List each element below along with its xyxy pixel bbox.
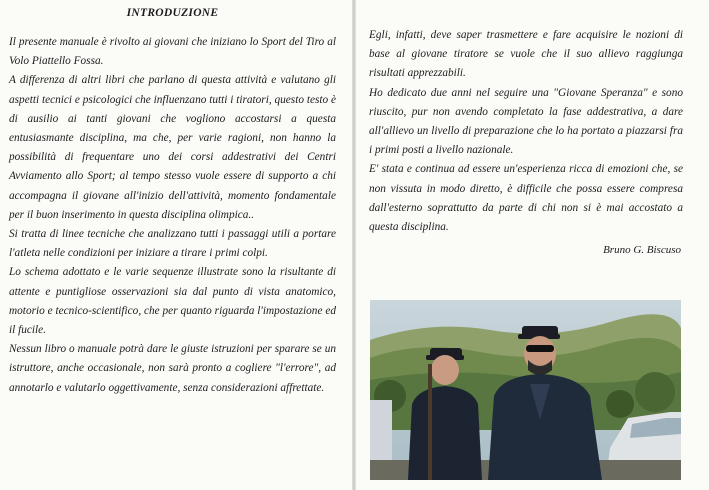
photo-two-shooters <box>370 300 681 480</box>
paragraph: Lo schema adottato e le varie sequenze illustrate sono la risultante di attente e puntigliose osservazioni sia dal punto di vista anatomico, motorio e tecnico-scientifico, che per quanto riguarda l'impostazione ed il fucile. <box>9 266 336 337</box>
paragraph: Si tratta di linee tecniche che analizzano tutti i passaggi utili a portare l'atleta nelle condizioni per iniziare a tirare i primi colpi. <box>9 228 336 260</box>
author-signature: Bruno G. Biscuso <box>603 244 681 257</box>
paragraph: E' stata e continua ad essere un'esperienza ricca di emozioni che, se non vissuta in modo diretto, è difficile che possa essere compresa dall'esterno soprattutto da parte di chi non si è mai accostato a questa disciplina. <box>369 163 683 234</box>
paragraph: Egli, infatti, deve saper trasmettere e fare acquisire le nozioni di base al giovane tiratore se vuole che il suo allievo raggiunga risultati apprezzabili. <box>369 29 683 80</box>
paragraph: Ho dedicato due anni nel seguire una "Giovane Speranza" e sono riuscito, pur non avendo completato la fase addestrativa, a dare all'allievo un livello di preparazione che lo ha portato a piazzarsi fra i primi posti a livello nazionale. <box>369 86 683 157</box>
photo-illustration <box>370 300 681 480</box>
paragraph: A differenza di altri libri che parlano di questa attività e valutano gli aspetti tecnici e psicologici che influenzano tutti i tiratori, questo testo è di ausilio ai tanti giovani che vogliono accostarsi a questa entusiasmante disciplina, ma che, per varie ragioni, non hanno la possibilità di frequentare uno dei corsi addestrativi dei Centri Avviamento allo Sport; al tempo stesso vuole essere di supporto a chi accompagna il giovane all'inizio dell'attività, momento fondamentale per il buon inserimento in questa disciplina olimpica.. <box>9 74 336 221</box>
page-fold <box>352 0 356 490</box>
page-title: INTRODUZIONE <box>126 7 219 19</box>
paragraph: Nessun libro o manuale potrà dare le giuste istruzioni per sparare se un istruttore, anche occasionale, non sarà pronto a cogliere "l'errore", ad annotarlo e valutarlo oggettivamente, senza considerazioni affrettate. <box>9 343 336 394</box>
left-page <box>9 6 336 398</box>
right-page <box>369 26 683 257</box>
paragraph: Il presente manuale è rivolto ai giovani che iniziano lo Sport del Tiro al Volo Piattello Fossa. <box>9 36 336 68</box>
